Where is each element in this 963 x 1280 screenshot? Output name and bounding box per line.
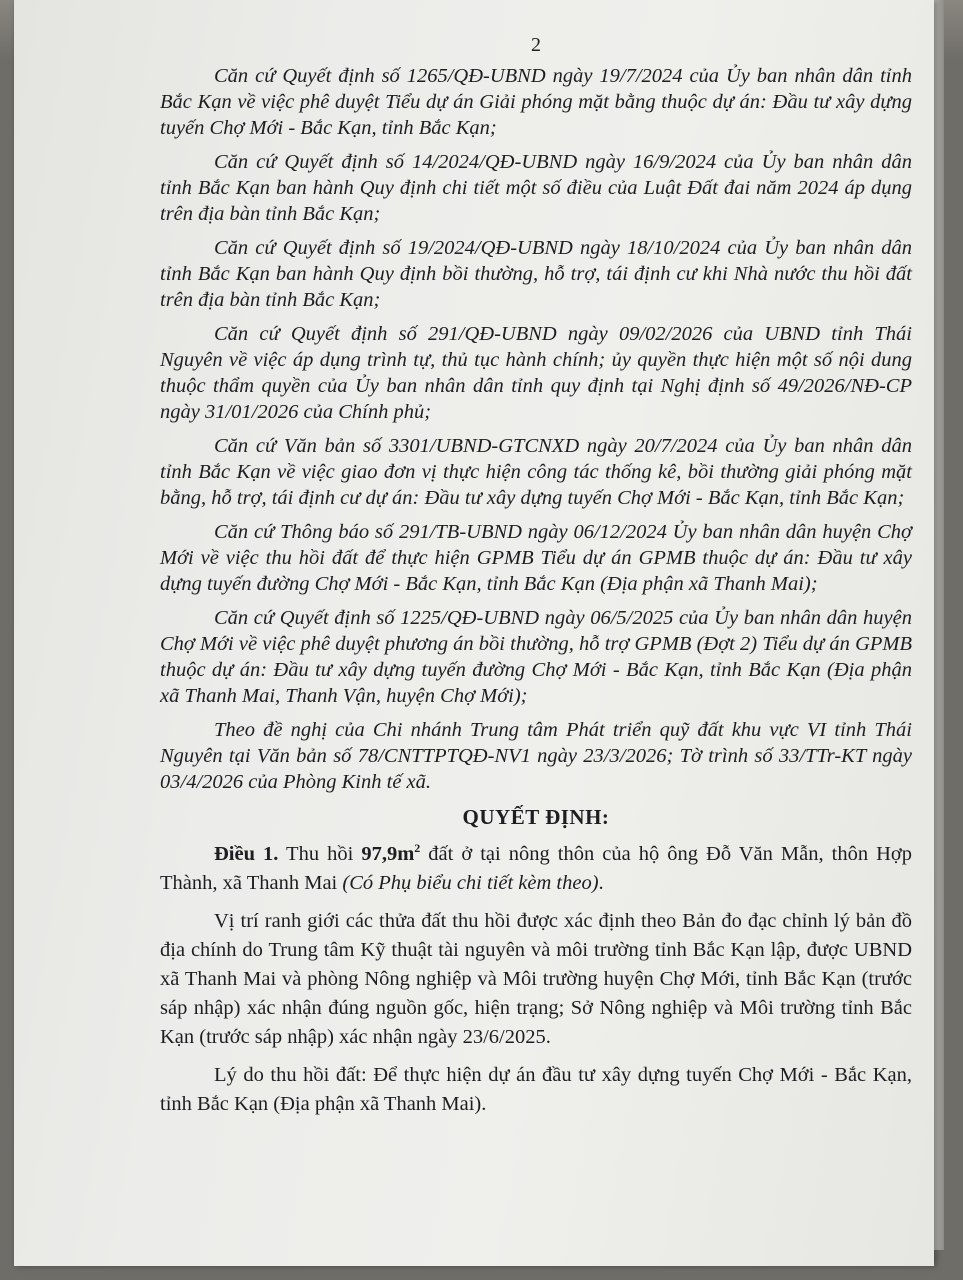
article-1 [160,840,912,898]
article-1-label: Điều 1. [214,843,279,865]
legal-basis-3: Căn cứ Quyết định số 19/2024/QĐ-UBND ngày 18/10/2024 của Ủy ban nhân dân tỉnh Bắc Kạn ban hành Quy định bồi thường, hỗ trợ, tái định cư khi Nhà nước thu hồi đất trên địa bàn tỉnh Bắc Kạn; [160,237,912,311]
article-1-end: . [598,872,604,894]
article-1-text-b: đất ở tại nông thôn của hộ ông Đỗ Văn Mẫn, thôn Hợp Thành, xã Thanh Mai [160,843,912,894]
page-number: 2 [531,34,541,56]
decision-heading: QUYẾT ĐỊNH: [462,805,610,829]
document-page [14,0,934,1266]
legal-basis-7: Căn cứ Quyết định số 1225/QĐ-UBND ngày 06/5/2025 của Ủy ban nhân dân huyện Chợ Mới về việc phê duyệt phương án bồi thường, hỗ trợ GPMB (Đợt 2) Tiểu dự án GPMB thuộc dự án: Đầu tư xây dựng tuyến đường Chợ Mới - Bắc Kạn, tỉnh Bắc Kạn (Địa phận xã Thanh Mai, Thanh Vận, huyện Chợ Mới); [160,607,912,707]
article-1-text-a: Thu hồi [278,843,362,865]
article-1-note: (Có Phụ biểu chi tiết kèm theo) [342,872,599,894]
boundary-paragraph: Vị trí ranh giới các thửa đất thu hồi được xác định theo Bản đo đạc chỉnh lý bản đồ địa chính do Trung tâm Kỹ thuật tài nguyên và môi trường tỉnh Bắc Kạn lập, được UBND xã Thanh Mai và phòng Nông nghiệp và Môi trường huyện Chợ Mới, tỉnh Bắc Kạn (trước sáp nhập) xác nhận đúng nguồn gốc, hiện trạng; Sở Nông nghiệp và Môi trường tỉnh Bắc Kạn (trước sáp nhập) xác nhận ngày 23/6/2025. [160,910,912,1048]
area-superscript: 2 [414,841,421,856]
legal-basis-8: Theo đề nghị của Chi nhánh Trung tâm Phát triển quỹ đất khu vực VI tỉnh Thái Nguyên tại Văn bản số 78/CNTTPTQĐ-NV1 ngày 23/3/2026; Tờ trình số 33/TTr-KT ngày 03/4/2026 của Phòng Kinh tế xã. [160,719,912,793]
area-value: 97,9m [361,843,415,865]
legal-basis-6: Căn cứ Thông báo số 291/TB-UBND ngày 06/12/2024 Ủy ban nhân dân huyện Chợ Mới về việc thu hồi đất để thực hiện GPMB Tiểu dự án GPMB thuộc dự án: Đầu tư xây dựng tuyến đường Chợ Mới - Bắc Kạn, tỉnh Bắc Kạn (Địa phận xã Thanh Mai); [160,521,912,595]
legal-basis-2: Căn cứ Quyết định số 14/2024/QĐ-UBND ngày 16/9/2024 của Ủy ban nhân dân tỉnh Bắc Kạn ban hành Quy định chi tiết một số điều của Luật Đất đai năm 2024 áp dụng trên địa bàn tỉnh Bắc Kạn; [160,151,912,225]
legal-basis-4: Căn cứ Quyết định số 291/QĐ-UBND ngày 09/02/2026 của UBND tỉnh Thái Nguyên về việc áp dụng trình tự, thủ tục hành chính; ủy quyền thực hiện một số nội dung thuộc thẩm quyền của Ủy ban nhân dân tỉnh quy định tại Nghị định số 49/2026/NĐ-CP ngày 31/01/2026 của Chính phủ; [160,323,912,423]
article-1-area [361,843,420,865]
document-content [160,34,912,1128]
legal-basis-5: Căn cứ Văn bản số 3301/UBND-GTCNXD ngày 20/7/2024 của Ủy ban nhân dân tỉnh Bắc Kạn về việc giao đơn vị thực hiện công tác thống kê, bồi thường giải phóng mặt bằng, hỗ trợ, tái định cư dự án: Đầu tư xây dựng tuyến Chợ Mới - Bắc Kạn, tỉnh Bắc Kạn; [160,435,912,509]
reason-paragraph: Lý do thu hồi đất: Để thực hiện dự án đầu tư xây dựng tuyến Chợ Mới - Bắc Kạn, tỉnh Bắc Kạn (Địa phận xã Thanh Mai). [160,1064,912,1115]
legal-basis-1: Căn cứ Quyết định số 1265/QĐ-UBND ngày 19/7/2024 của Ủy ban nhân dân tỉnh Bắc Kạn về việc phê duyệt Tiểu dự án Giải phóng mặt bằng thuộc dự án: Đầu tư xây dựng tuyến Chợ Mới - Bắc Kạn, tỉnh Bắc Kạn; [160,65,912,139]
